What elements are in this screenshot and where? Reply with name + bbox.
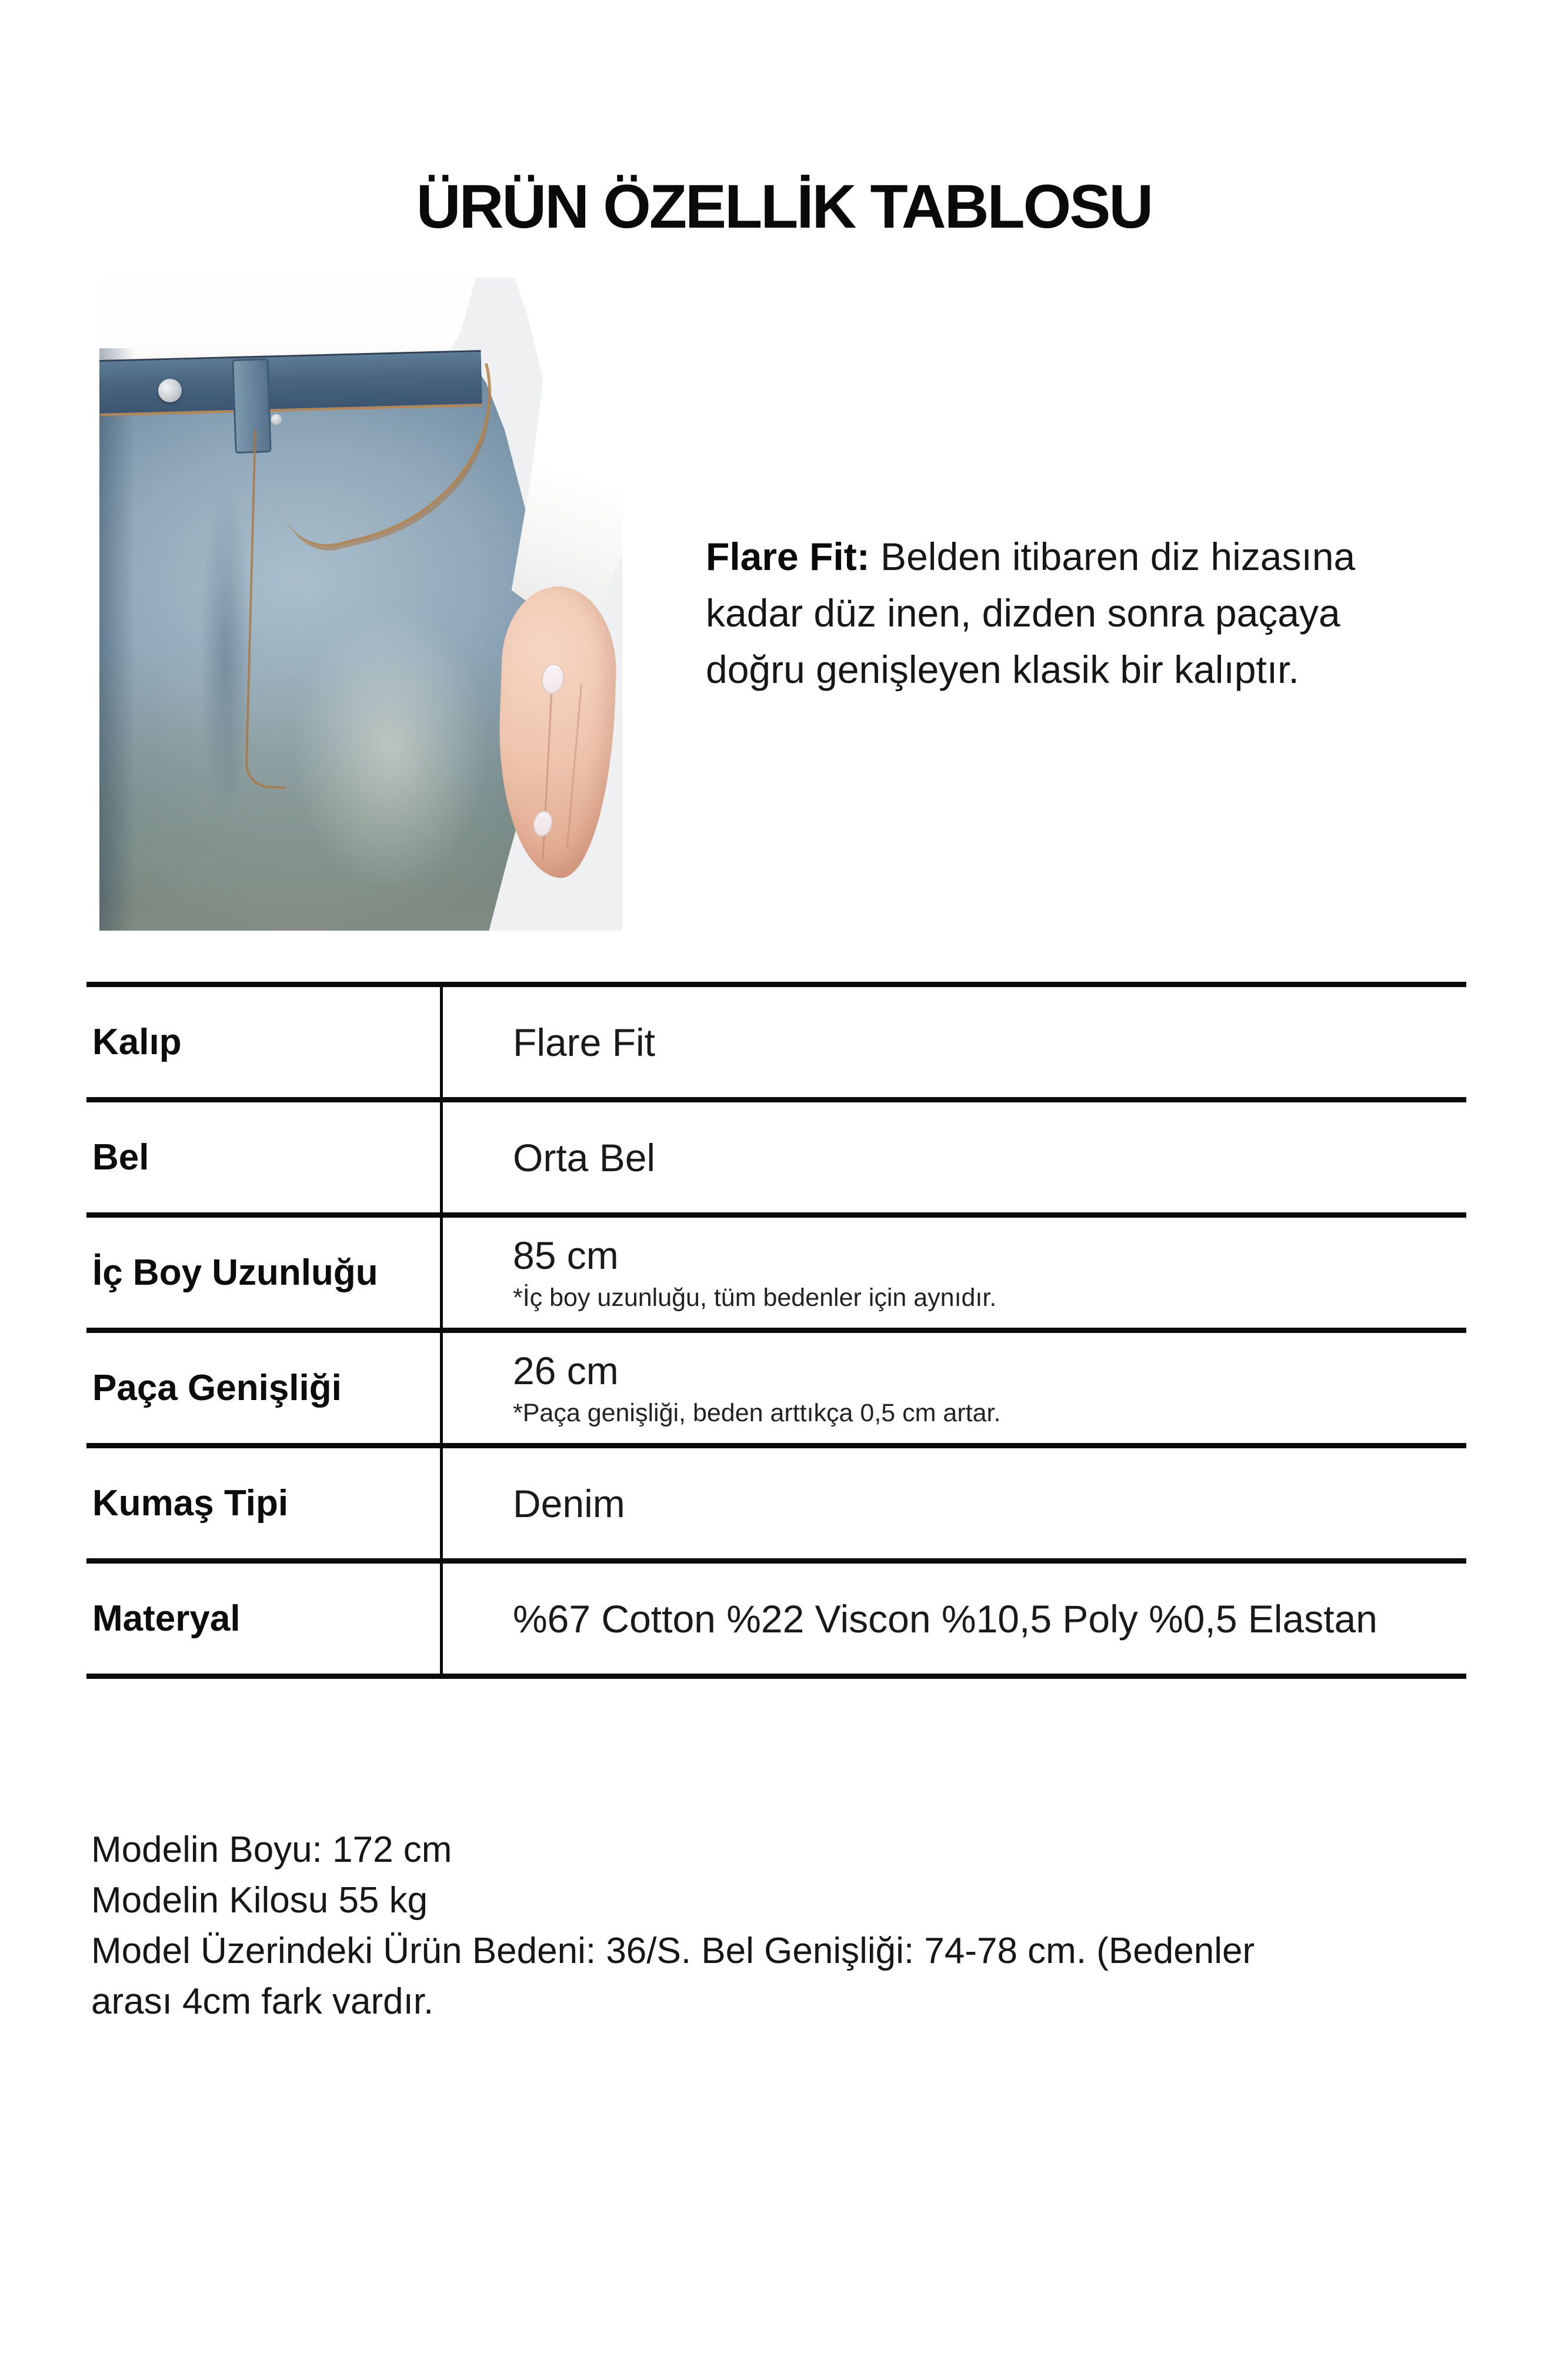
spec-value: Flare Fit: [513, 1020, 656, 1064]
jeans-highlight: [293, 607, 488, 889]
spec-label: Bel: [92, 1137, 149, 1178]
spec-label: İç Boy Uzunluğu: [92, 1252, 378, 1293]
fit-description-line: [706, 528, 1541, 585]
fit-description: [706, 528, 1541, 698]
model-measurements: [91, 1825, 1255, 2027]
jeans-crease-shading: [199, 489, 252, 819]
table-row: [86, 1218, 1466, 1333]
spec-value-note: *İç boy uzunluğu, tüm bedenler için aynıdır.: [513, 1284, 997, 1312]
spec-value-note: *Paça genişliği, beden arttıkça 0,5 cm artar.: [513, 1399, 1001, 1427]
spec-value: [440, 1348, 1466, 1428]
spec-label: Kumaş Tipi: [92, 1483, 289, 1524]
spec-value: Orta Bel: [513, 1135, 656, 1179]
fit-description-line: kadar düz inen, dizden sonra paçaya: [706, 591, 1340, 635]
spec-value-main: 26 cm: [513, 1349, 619, 1392]
spec-label: Kalıp: [92, 1022, 182, 1062]
table-row: [86, 987, 1466, 1102]
model-measurement-line: Modelin Kilosu 55 kg: [91, 1880, 428, 1921]
fit-description-line: doğru genişleyen klasik bir kalıptır.: [706, 648, 1299, 691]
spec-value: %67 Cotton %22 Viscon %10,5 Poly %0,5 Elastan: [513, 1597, 1378, 1641]
table-column-divider: [440, 987, 443, 1679]
model-measurement-line: Model Üzerindeki Ürün Bedeni: 36/S. Bel Genişliği: 74-78 cm. (Bedenler: [91, 1931, 1255, 1971]
page-title: ÜRÜN ÖZELLİK TABLOSU: [416, 172, 1152, 241]
spec-value: [440, 1233, 1466, 1312]
product-photo: [99, 278, 622, 931]
spec-label: Materyal: [92, 1598, 241, 1639]
jeans-shading: [99, 348, 135, 931]
fit-description-text: Belden itibaren diz hizasına: [880, 535, 1356, 578]
spec-table: [86, 982, 1466, 1679]
spec-value: Denim: [513, 1481, 625, 1525]
table-row: [86, 1333, 1466, 1448]
fit-description-lead: Flare Fit:: [706, 535, 870, 578]
jeans-button: [158, 379, 182, 402]
model-measurement-line: arası 4cm fark vardır.: [91, 1981, 434, 2022]
table-row: [86, 1564, 1466, 1679]
model-measurement-line: Modelin Boyu: 172 cm: [91, 1829, 452, 1870]
table-row: [86, 1448, 1466, 1564]
spec-label: Paça Genişliği: [92, 1368, 342, 1408]
table-row: [86, 1102, 1466, 1218]
spec-value-main: 85 cm: [513, 1234, 619, 1277]
